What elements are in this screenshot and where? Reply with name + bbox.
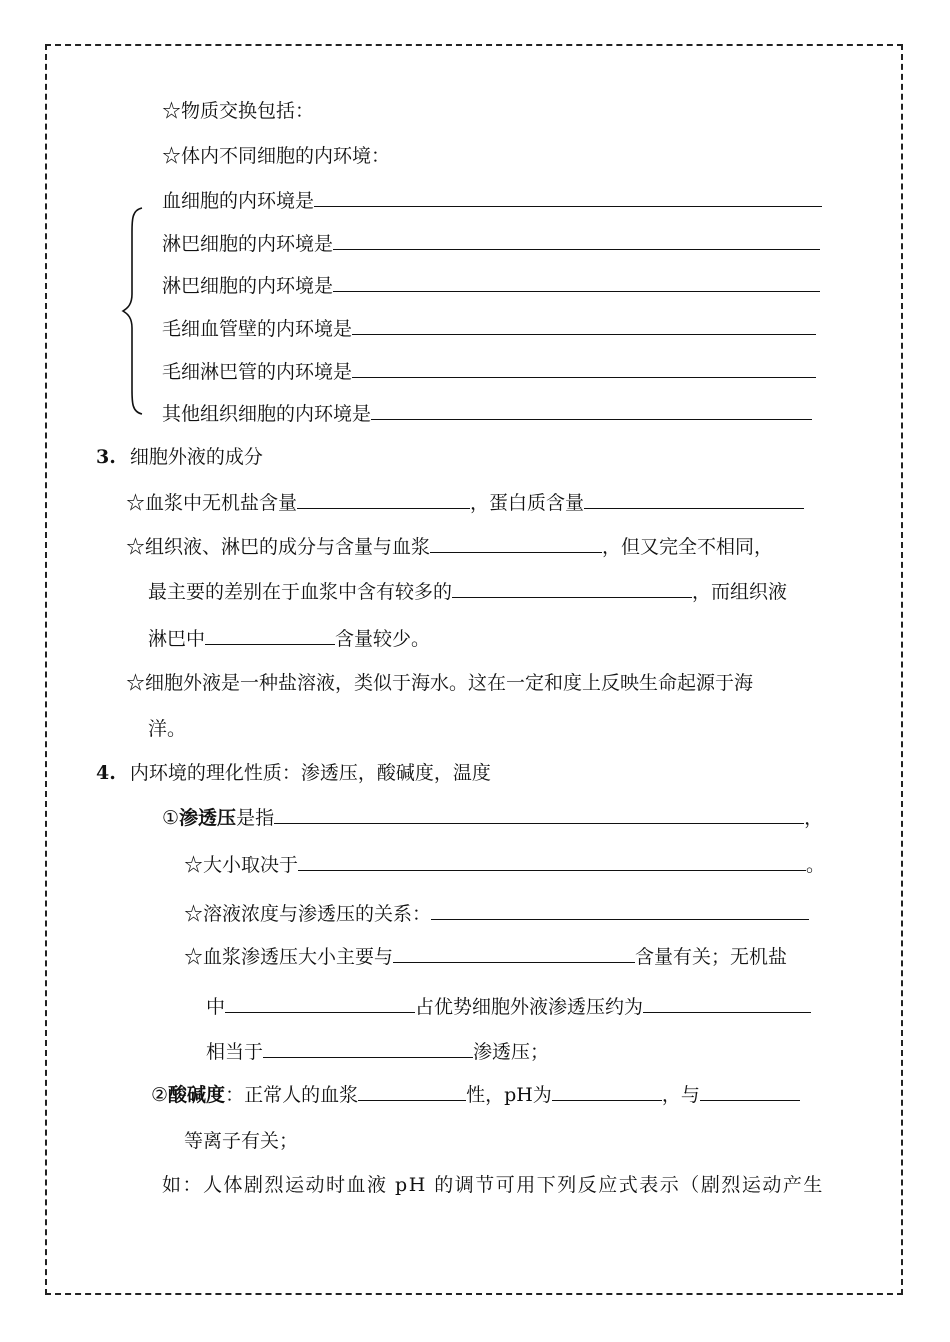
fill-line: ☆大小取决于 。 bbox=[184, 850, 825, 878]
answer-blank[interactable] bbox=[314, 186, 822, 207]
answer-blank[interactable] bbox=[584, 488, 804, 509]
fill-line: 毛细淋巴管的内环境是 bbox=[162, 357, 816, 385]
fill-line: 毛细血管壁的内环境是 bbox=[162, 314, 816, 342]
answer-blank[interactable] bbox=[225, 992, 415, 1013]
fill-line: ①渗透压是指 ， bbox=[162, 803, 823, 831]
answer-blank[interactable] bbox=[393, 942, 635, 963]
answer-blank[interactable] bbox=[430, 532, 602, 553]
fill-line: 淋巴细胞的内环境是 bbox=[162, 271, 820, 299]
fill-line: 淋巴细胞的内环境是 bbox=[162, 229, 820, 257]
text-line: ☆体内不同细胞的内环境： bbox=[162, 145, 391, 167]
answer-blank[interactable] bbox=[352, 357, 816, 378]
fill-line: ☆血浆渗透压大小主要与 含量有关；无机盐 bbox=[184, 942, 787, 970]
answer-blank[interactable] bbox=[297, 488, 470, 509]
fill-line: 其他组织细胞的内环境是 bbox=[162, 399, 812, 427]
fill-line: ☆血浆中无机盐含量 ，蛋白质含量 bbox=[126, 488, 804, 516]
fill-line: 中 占优势细胞外液渗透压约为 bbox=[206, 992, 811, 1020]
section-heading: 3. 细胞外液的成分 bbox=[96, 446, 263, 468]
text-line: ☆细胞外液是一种盐溶液，类似于海水。这在一定和度上反映生命起源于海 bbox=[126, 672, 754, 694]
fill-line: 最主要的差别在于血浆中含有较多的 ，而组织液 bbox=[148, 577, 787, 605]
section-heading: 4. 内环境的理化性质：渗透压，酸碱度，温度 bbox=[96, 762, 491, 784]
answer-blank[interactable] bbox=[263, 1037, 473, 1058]
answer-blank[interactable] bbox=[333, 271, 820, 292]
answer-blank[interactable] bbox=[700, 1080, 800, 1101]
answer-blank[interactable] bbox=[643, 992, 811, 1013]
fill-line: 相当于 渗透压； bbox=[206, 1037, 549, 1065]
fill-line: ②酸碱度：正常人的血浆 性，pH为 ，与 bbox=[151, 1080, 800, 1108]
answer-blank[interactable] bbox=[352, 314, 816, 335]
fill-line: 淋巴中 含量较少。 bbox=[148, 624, 430, 652]
answer-blank[interactable] bbox=[298, 850, 806, 871]
fill-line: 血细胞的内环境是 bbox=[162, 186, 822, 214]
text-line: 洋。 bbox=[148, 718, 187, 740]
fill-line: ☆组织液、淋巴的成分与含量与血浆 ，但又完全不相同， bbox=[126, 532, 773, 560]
text-line: 等离子有关； bbox=[184, 1130, 299, 1152]
answer-blank[interactable] bbox=[358, 1080, 466, 1101]
answer-blank[interactable] bbox=[274, 803, 804, 824]
answer-blank[interactable] bbox=[431, 899, 809, 920]
text-line: ☆物质交换包括： bbox=[162, 100, 315, 122]
answer-blank[interactable] bbox=[333, 229, 820, 250]
answer-blank[interactable] bbox=[552, 1080, 662, 1101]
answer-blank[interactable] bbox=[205, 624, 335, 645]
answer-blank[interactable] bbox=[371, 399, 812, 420]
fill-line: ☆溶液浓度与渗透压的关系： bbox=[184, 899, 809, 927]
text-line: 如：人体剧烈运动时血液 pH 的调节可用下列反应式表示（剧烈运动产生 bbox=[162, 1174, 824, 1196]
answer-blank[interactable] bbox=[452, 577, 692, 598]
curly-brace-icon bbox=[120, 206, 146, 416]
